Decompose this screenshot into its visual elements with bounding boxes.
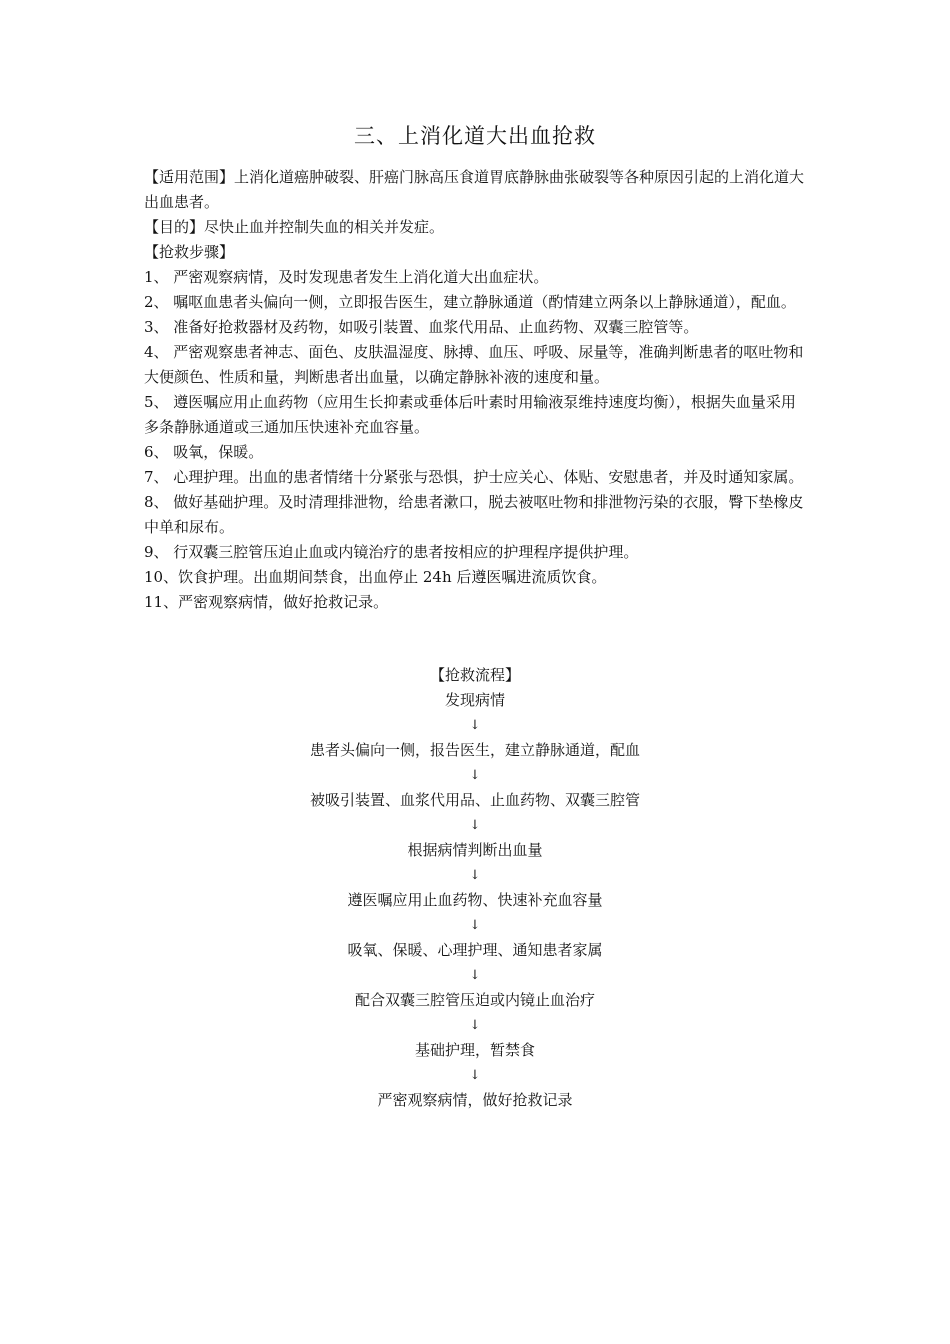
page-title: 三、上消化道大出血抢救 <box>354 124 596 148</box>
down-arrow-icon: ↓ <box>469 918 481 933</box>
rescue-flowchart <box>0 663 950 1113</box>
flow-step: 基础护理，暂禁食 <box>414 1041 535 1059</box>
step-item: 9、 行双囊三腔管压迫止血或内镜治疗的患者按相应的护理程序提供护理。 <box>144 543 639 561</box>
step-item: 11、严密观察病情，做好抢救记录。 <box>144 593 389 611</box>
flow-step: 根据病情判断出血量 <box>407 841 543 859</box>
steps-heading: 【抢救步骤】 <box>144 243 235 261</box>
step-item: 3、 准备好抢救器材及药物，如吸引装置、血浆代用品、止血药物、双囊三腔管等。 <box>144 318 699 336</box>
step-item: 8、 做好基础护理。及时清理排泄物，给患者漱口，脱去被呕吐物和排泄物污染的衣服，臀下垫橡皮中单和尿布。 <box>144 493 804 536</box>
flowchart-heading: 【抢救流程】 <box>429 666 520 684</box>
down-arrow-icon: ↓ <box>469 818 481 833</box>
down-arrow-icon: ↓ <box>469 1018 481 1033</box>
step-item: 5、 遵医嘱应用止血药物（应用生长抑素或垂体后叶素时用输液泵维持速度均衡），根据失血量采用多条静脉通道或三通加压快速补充血容量。 <box>144 393 796 436</box>
document-body <box>144 165 809 615</box>
flow-step: 严密观察病情，做好抢救记录 <box>377 1091 573 1109</box>
down-arrow-icon: ↓ <box>469 868 481 883</box>
flow-step: 患者头偏向一侧，报告医生，建立静脉通道，配血 <box>309 741 640 759</box>
down-arrow-icon: ↓ <box>469 768 481 783</box>
scope-paragraph: 【适用范围】上消化道癌肿破裂、肝癌门脉高压食道胃底静脉曲张破裂等各种原因引起的上消化道大出血患者。 <box>144 168 805 211</box>
flow-step: 被吸引装置、血浆代用品、止血药物、双囊三腔管 <box>309 791 640 809</box>
flow-step: 遵医嘱应用止血药物、快速补充血容量 <box>347 891 603 909</box>
down-arrow-icon: ↓ <box>469 1068 481 1083</box>
down-arrow-icon: ↓ <box>469 718 481 733</box>
step-item: 10、饮食护理。出血期间禁食，出血停止 24h 后遵医嘱进流质饮食。 <box>144 568 607 586</box>
flow-step: 发现病情 <box>444 691 505 709</box>
step-item: 7、 心理护理。出血的患者情绪十分紧张与恐惧，护士应关心、体贴、安慰患者，并及时通知家属。 <box>144 468 804 486</box>
down-arrow-icon: ↓ <box>469 968 481 983</box>
step-item: 2、 嘱呕血患者头偏向一侧，立即报告医生，建立静脉通道（酌情建立两条以上静脉通道），配血。 <box>144 293 796 311</box>
step-item: 4、 严密观察患者神志、面色、皮肤温湿度、脉搏、血压、呼吸、尿量等，准确判断患者的呕吐物和大便颜色、性质和量，判断患者出血量，以确定静脉补液的速度和量。 <box>144 343 804 386</box>
flow-step: 吸氧、保暖、心理护理、通知患者家属 <box>347 941 603 959</box>
step-item: 6、 吸氧，保暖。 <box>144 443 264 461</box>
flow-step: 配合双囊三腔管压迫或内镜止血治疗 <box>354 991 595 1009</box>
purpose-paragraph: 【目的】尽快止血并控制失血的相关并发症。 <box>144 218 445 236</box>
step-item: 1、 严密观察病情，及时发现患者发生上消化道大出血症状。 <box>144 268 549 286</box>
